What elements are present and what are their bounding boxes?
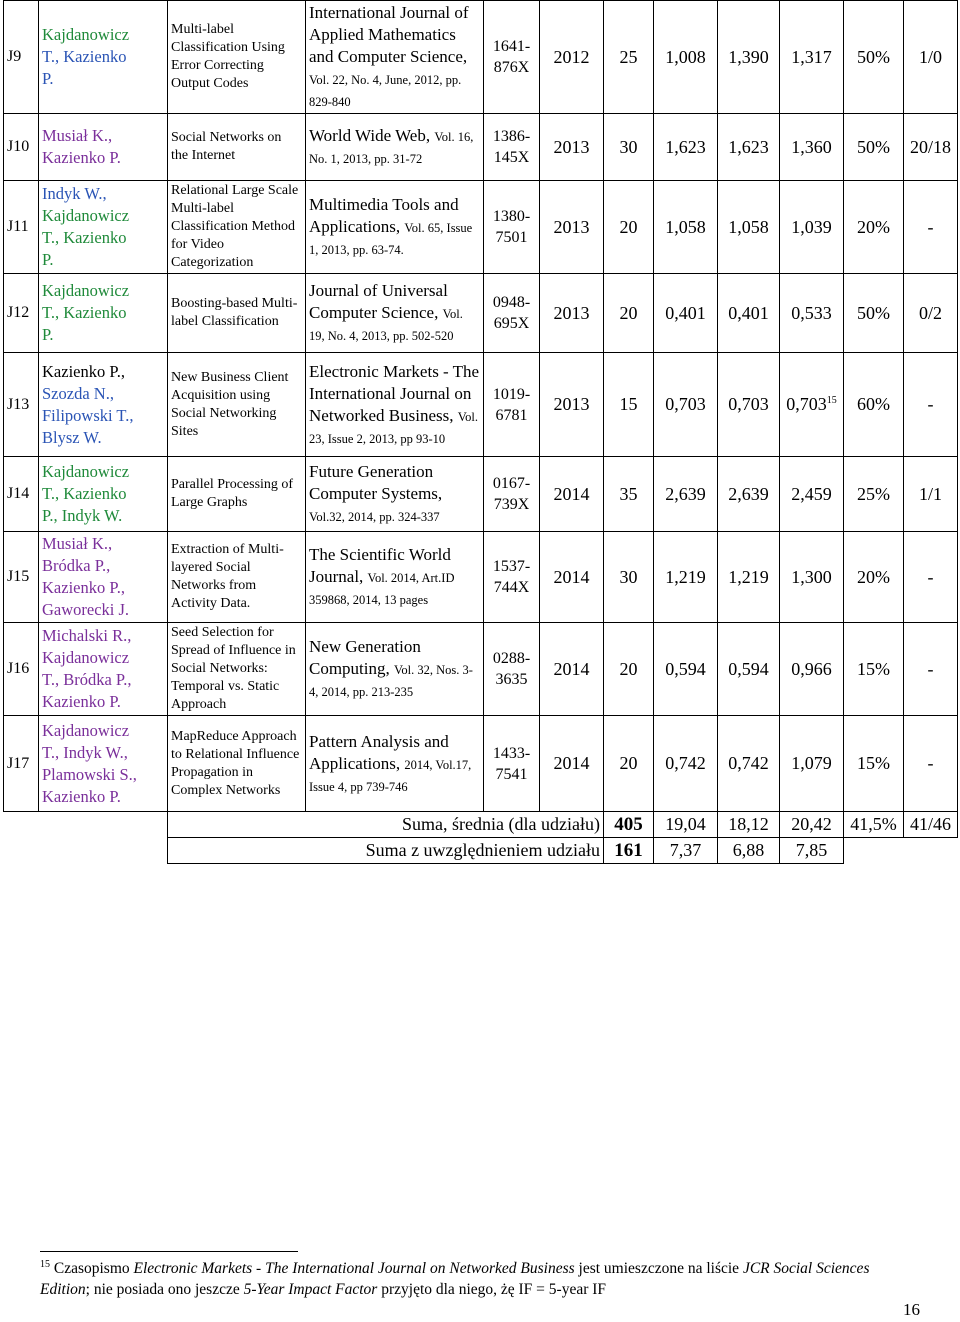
summary-weighted-points: 161 (604, 838, 654, 864)
row-authors (39, 274, 168, 353)
issn-part: 744X (493, 579, 530, 596)
row-if5 (780, 457, 844, 532)
row-ratio: - (904, 623, 958, 716)
row-if: 1,008 (654, 1, 718, 114)
table-row (4, 181, 958, 274)
summary-row-total (4, 812, 958, 838)
row-points: 25 (604, 1, 654, 114)
footnote-text-2: jest umieszczone na liście (574, 1260, 743, 1277)
issn-part: 1537- (492, 558, 531, 575)
author-line: Kazienko P., (42, 361, 125, 381)
row-journal (306, 532, 484, 623)
footnote-ref: 15 (826, 395, 837, 406)
row-journal (306, 181, 484, 274)
summary-weighted-if-2: 6,88 (718, 838, 780, 864)
row-if5 (780, 181, 844, 274)
row-issn (484, 623, 540, 716)
row-if5 (780, 716, 844, 812)
row-year: 2014 (540, 532, 604, 623)
if5-value: 0,533 (791, 302, 832, 323)
author-line: Kajdanowicz (42, 25, 130, 44)
row-authors (39, 457, 168, 532)
author-line: Michalski R., (42, 626, 132, 645)
row-authors (39, 716, 168, 812)
author-line: T., Kazienko (42, 47, 127, 66)
summary-total-label: Suma, średnia (dla udziału) (168, 812, 604, 838)
issn-part: 7541 (495, 765, 528, 783)
row-issn (484, 181, 540, 274)
table-row (4, 532, 958, 623)
summary-row-weighted (4, 838, 958, 864)
row-id: J14 (4, 457, 39, 532)
row-points: 15 (604, 353, 654, 457)
row-title: Parallel Processing of Large Graphs (168, 457, 306, 532)
journal-details: Vol. 19, No. 4, 2013, pp. 502-520 (309, 307, 463, 343)
row-year: 2013 (540, 114, 604, 181)
row-title: Relational Large Scale Multi-label Classification Method for Video Categorization (168, 181, 306, 274)
table-row (4, 1, 958, 114)
row-title: Social Networks on the Internet (168, 114, 306, 181)
footnote-list-name: JCR Social Sciences Edition (40, 1260, 870, 1298)
row-id: J13 (4, 353, 39, 457)
row-points: 30 (604, 532, 654, 623)
row-if-2: 1,219 (718, 532, 780, 623)
row-journal (306, 457, 484, 532)
if5-value: 0,703 (786, 394, 827, 414)
row-ratio: 20/18 (904, 114, 958, 181)
journal-details: Vol. 23, Issue 2, 2013, pp 93-10 (309, 409, 478, 446)
row-if-2: 0,742 (718, 716, 780, 812)
row-if: 2,639 (654, 457, 718, 532)
footnote-divider (40, 1251, 298, 1252)
author-line: Indyk W., (42, 184, 107, 203)
row-year: 2014 (540, 457, 604, 532)
row-id: J9 (4, 1, 39, 114)
summary-total-points: 405 (604, 812, 654, 838)
footnote-text-3: ; nie posiada ono jeszcze (85, 1281, 244, 1298)
row-journal (306, 623, 484, 716)
author-line: P. (42, 69, 54, 88)
if5-value: 1,039 (791, 216, 832, 237)
issn-part: 1641- (492, 38, 531, 55)
row-title: Boosting-based Multi-label Classification (168, 274, 306, 353)
row-title: Multi-label Classification Using Error Correcting Output Codes (168, 1, 306, 114)
journal-name: Future Generation Computer Systems, (309, 462, 443, 503)
author-line: Blysz W. (42, 427, 102, 447)
row-if: 1,219 (654, 532, 718, 623)
journal-name: New Generation Computing, (309, 637, 421, 678)
row-issn (484, 353, 540, 457)
row-issn (484, 532, 540, 623)
row-ratio: 1/1 (904, 457, 958, 532)
row-if: 0,594 (654, 623, 718, 716)
row-title: MapReduce Approach to Relational Influence Propagation in Complex Networks (168, 716, 306, 812)
table-row (4, 623, 958, 716)
row-ratio: - (904, 181, 958, 274)
row-issn (484, 457, 540, 532)
journal-name: The Scientific World Journal, (309, 545, 451, 586)
author-line: Kazienko P. (42, 786, 121, 806)
row-points: 35 (604, 457, 654, 532)
journal-details: Vol. 32, Nos. 3-4, 2014, pp. 213-235 (309, 663, 473, 699)
table-row (4, 457, 958, 532)
publications-table (3, 0, 958, 864)
row-year: 2013 (540, 274, 604, 353)
table-row (4, 274, 958, 353)
row-share: 50% (844, 1, 904, 114)
author-line: Gaworecki J. (42, 600, 130, 619)
row-ratio: - (904, 353, 958, 457)
issn-part: 739X (493, 496, 530, 513)
author-line: Szozda N., (42, 383, 114, 403)
issn-part: 3635 (495, 671, 528, 688)
table-row (4, 114, 958, 181)
row-journal (306, 716, 484, 812)
summary-weighted-if: 7,37 (654, 838, 718, 864)
issn-part: 695X (493, 315, 530, 332)
journal-details: Vol.32, 2014, pp. 324-337 (309, 510, 440, 524)
journal-name: International Journal of Applied Mathematics and Computer Science, (309, 3, 469, 66)
author-line: Kajdanowicz (42, 206, 130, 225)
summary-total-ratio: 41/46 (904, 812, 958, 838)
row-share: 15% (844, 623, 904, 716)
row-issn (484, 274, 540, 353)
row-year: 2013 (540, 353, 604, 457)
row-points: 30 (604, 114, 654, 181)
row-if-2: 0,594 (718, 623, 780, 716)
summary-total-share: 41,5% (844, 812, 904, 838)
author-line: Musiał K., (42, 126, 113, 145)
row-id: J11 (4, 181, 39, 274)
row-issn (484, 114, 540, 181)
issn-part: 1380- (492, 208, 531, 225)
row-journal (306, 353, 484, 457)
row-points: 20 (604, 181, 654, 274)
row-id: J17 (4, 716, 39, 812)
author-line: T., Indyk W., (42, 742, 128, 762)
author-line: T., Kazienko (42, 228, 127, 247)
issn-part: 1386- (492, 128, 531, 145)
if5-value: 1,317 (791, 46, 832, 67)
journal-details: Vol. 16, No. 1, 2013, pp. 31-72 (309, 130, 474, 166)
if5-value: 2,459 (791, 483, 832, 504)
row-if5 (780, 274, 844, 353)
row-ratio: - (904, 532, 958, 623)
author-line: T., Kazienko (42, 303, 127, 322)
row-journal (306, 1, 484, 114)
row-if5 (780, 623, 844, 716)
issn-part: 145X (493, 149, 530, 166)
journal-name: Electronic Markets - The International Journal on Networked Business, (309, 361, 480, 425)
author-line: Kajdanowicz (42, 720, 130, 740)
footnote-text-4: przyjęto dla niego, żę IF = 5-year IF (377, 1281, 607, 1298)
issn-part: 0167- (492, 475, 531, 492)
row-journal (306, 114, 484, 181)
row-if-2: 0,703 (718, 353, 780, 457)
row-authors (39, 181, 168, 274)
footnote-text-1: Czasopismo (50, 1260, 134, 1277)
row-share: 50% (844, 274, 904, 353)
issn-part: 0288- (492, 650, 531, 667)
row-share: 50% (844, 114, 904, 181)
footnote-metric-name: 5-Year Impact Factor (243, 1281, 378, 1298)
row-title: Extraction of Multi-layered Social Networks from Activity Data. (168, 532, 306, 623)
row-if: 1,623 (654, 114, 718, 181)
row-ratio: - (904, 716, 958, 812)
journal-details: Vol. 65, Issue 1, 2013, pp. 63-74. (309, 221, 473, 257)
summary-weighted-if5: 7,85 (780, 838, 844, 864)
if5-value: 1,300 (791, 566, 832, 587)
table-row (4, 716, 958, 812)
row-if5 (780, 353, 844, 457)
row-year: 2012 (540, 1, 604, 114)
row-if-2: 1,058 (718, 181, 780, 274)
row-share: 60% (844, 353, 904, 457)
author-line: T., Bródka P., (42, 670, 132, 689)
row-share: 20% (844, 532, 904, 623)
row-year: 2014 (540, 623, 604, 716)
issn-part: 7501 (495, 229, 528, 246)
page-number: 16 (903, 1300, 920, 1319)
author-line: T., Kazienko (42, 484, 127, 503)
table-row (4, 353, 958, 457)
journal-name: Multimedia Tools and Applications, (309, 195, 459, 236)
row-if5 (780, 114, 844, 181)
summary-total-if5: 20,42 (780, 812, 844, 838)
author-line: Kazienko P. (42, 148, 121, 167)
row-ratio: 1/0 (904, 1, 958, 114)
journal-details: 2014, Vol.17, Issue 4, pp 739-746 (309, 757, 472, 794)
row-if-2: 1,623 (718, 114, 780, 181)
row-issn (484, 716, 540, 812)
footnote-mark: 15 (40, 1258, 50, 1270)
summary-weighted-label: Suma z uwzględnieniem udziału (168, 838, 604, 864)
if5-value: 1,079 (791, 753, 832, 773)
row-share: 25% (844, 457, 904, 532)
row-id: J10 (4, 114, 39, 181)
row-ratio: 0/2 (904, 274, 958, 353)
author-line: Bródka P., (42, 556, 111, 575)
author-line: Kajdanowicz (42, 281, 130, 300)
journal-details: Vol. 2014, Art.ID 359868, 2014, 13 pages (309, 571, 455, 607)
row-id: J12 (4, 274, 39, 353)
if5-value: 1,360 (791, 136, 832, 157)
journal-name: World Wide Web, (309, 126, 431, 145)
if5-value: 0,966 (791, 658, 832, 679)
author-line: Kazienko P. (42, 692, 121, 711)
journal-name: Journal of Universal Computer Science, (309, 281, 448, 322)
journal-details: Vol. 22, No. 4, June, 2012, pp. 829-840 (309, 73, 462, 109)
row-share: 15% (844, 716, 904, 812)
row-authors (39, 1, 168, 114)
row-if: 0,742 (654, 716, 718, 812)
row-if: 0,401 (654, 274, 718, 353)
journal-name: Pattern Analysis and Applications, (309, 731, 449, 773)
row-if5 (780, 532, 844, 623)
row-year: 2014 (540, 716, 604, 812)
footnote-journal-name: Electronic Markets - The International Journal on Networked Business (133, 1260, 575, 1277)
issn-part: 876X (493, 59, 530, 76)
row-journal (306, 274, 484, 353)
issn-part: 1019- (492, 385, 531, 403)
row-points: 20 (604, 716, 654, 812)
row-if-2: 2,639 (718, 457, 780, 532)
author-line: Kajdanowicz (42, 462, 130, 481)
row-if: 1,058 (654, 181, 718, 274)
issn-part: 1433- (492, 744, 531, 762)
author-line: Filipowski T., (42, 405, 134, 425)
row-title: Seed Selection for Spread of Influence in Social Networks: Temporal vs. Static Approach (168, 623, 306, 716)
row-if: 0,703 (654, 353, 718, 457)
row-id: J16 (4, 623, 39, 716)
row-issn (484, 1, 540, 114)
row-if-2: 0,401 (718, 274, 780, 353)
row-authors (39, 623, 168, 716)
author-line: Plamowski S., (42, 764, 137, 784)
author-line: P. (42, 250, 54, 269)
row-title: New Business Client Acquisition using Social Networking Sites (168, 353, 306, 457)
row-share: 20% (844, 181, 904, 274)
issn-part: 6781 (495, 406, 528, 424)
row-authors (39, 353, 168, 457)
author-line: Kajdanowicz (42, 648, 130, 667)
row-points: 20 (604, 274, 654, 353)
author-line: P. (42, 325, 54, 344)
row-year: 2013 (540, 181, 604, 274)
row-authors (39, 114, 168, 181)
summary-total-if: 19,04 (654, 812, 718, 838)
row-authors (39, 532, 168, 623)
row-points: 20 (604, 623, 654, 716)
row-if-2: 1,390 (718, 1, 780, 114)
issn-part: 0948- (492, 294, 531, 311)
author-line: P., Indyk W. (42, 506, 123, 525)
author-line: Kazienko P., (42, 578, 125, 597)
summary-total-if-2: 18,12 (718, 812, 780, 838)
row-id: J15 (4, 532, 39, 623)
footnote (40, 1258, 920, 1300)
row-if5 (780, 1, 844, 114)
author-line: Musiał K., (42, 534, 113, 553)
